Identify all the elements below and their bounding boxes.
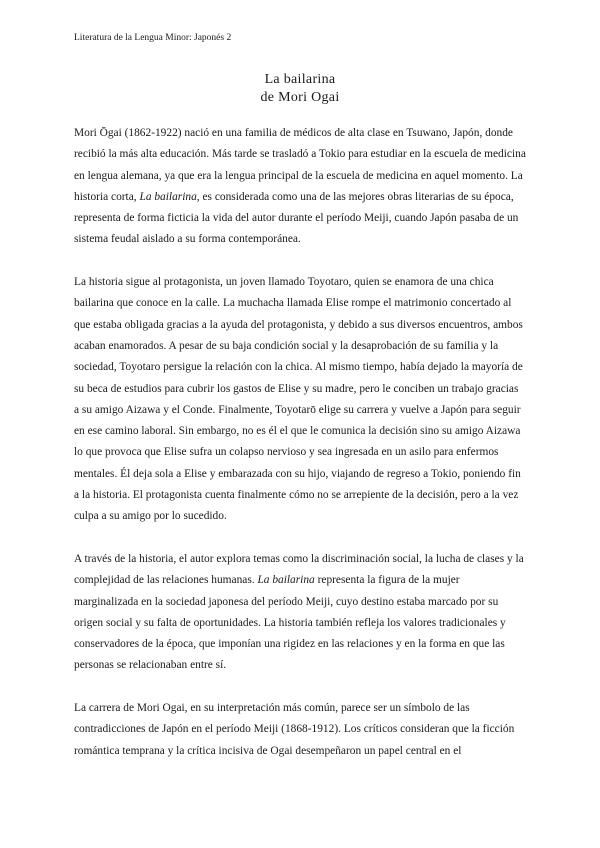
paragraph-4: La carrera de Mori Ogai, en su interpretación más común, parece ser un símbolo de las contradicciones de Japón en el período Meiji (1868-1912). Los críticos consideran que la ficción romántica temprana y la crítica incisiva de Ogai desempeñaron un papel central en el — [74, 702, 515, 757]
paragraph-3-text-a: A través de la historia, el autor explora temas como la discriminación social, la lucha de clases y la complejidad de las relaciones humanas. — [74, 552, 524, 587]
document-title — [0, 71, 600, 107]
paragraph-1-text-a: Mori Ōgai (1862-1922) nació en una familia de médicos de alta clase en Tsuwano, Japón, donde recibió la más alta educación. Más tarde se trasladó a Tokio para estudiar en la escuela de medicina en lengua alemana, ya que era la lengua principal de la escuela de medicina en aquel momento. La historia corta, — [74, 127, 526, 203]
title-line-2: de Mori Ogai — [260, 90, 340, 105]
running-header: Literatura de la Lengua Minor: Japonés 2 — [74, 33, 232, 43]
paragraph-3-text-b: representa la figura de la mujer marginalizada en la sociedad japonesa del período Meiji, cuyo destino estaba marcado por su origen social y su falta de oportunidades. La historia también refleja los valores tradicionales y conservadores de la época, que imponían una rigidez en las relaciones y en la forma en que las personas se relacionaban entre sí. — [74, 574, 506, 672]
paragraph-3-italic-title: La bailarina — [257, 574, 315, 587]
document-body — [74, 123, 526, 783]
paragraph-1-italic-title: La bailarina — [139, 190, 197, 203]
paragraph-3 — [74, 549, 526, 677]
paragraph-1 — [74, 123, 526, 251]
title-line-1: La bailarina — [264, 72, 336, 87]
paragraph-1-text-b: , es considerada como una de las mejores obras literarias de su época, representa de forma ficticia la vida del autor durante el período Meiji, cuando Japón pasaba de un sistema feudal aislado a su forma contemporánea. — [74, 190, 519, 246]
paragraph-2: La historia sigue al protagonista, un joven llamado Toyotaro, quien se enamora de una chica bailarina que conoce en la calle. La muchacha llamada Elise rompe el matrimonio concertado al que estaba obligada gracias a la ayuda del protagonista, y debido a sus diversos encuentros, ambos acaban enamorados. A pesar de su baja condición social y la desaprobación de su familia y la sociedad, Toyotaro persigue la relación con la chica. Al mismo tiempo, había dejado la mayoría de su beca de estudios para cubrir los gastos de Elise y su madre, pero le conciben un trabajo gracias a su amigo Aizawa y el Conde. Finalmente, Toyotarō elige su carrera y vuelve a Japón para seguir en ese camino laboral. Sin embargo, no es él el que le comunica la decisión sino su amigo Aizawa lo que provoca que Elise sufra un colapso nervioso y sea ingresada en un asilo para enfermos mentales. Él deja sola a Elise y embarazada con su hijo, viajando de regreso a Tokio, poniendo fin a la historia. El protagonista cuenta finalmente cómo no se arrepiente de la decisión, pero a la vez culpa a su amigo por lo sucedido. — [74, 276, 523, 523]
